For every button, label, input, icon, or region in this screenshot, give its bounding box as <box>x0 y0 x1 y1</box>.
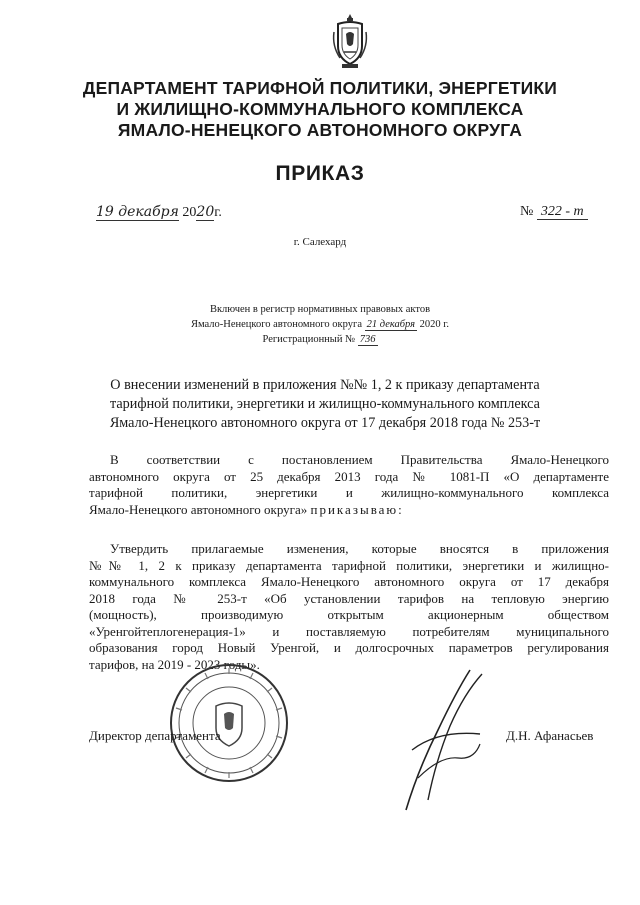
subject-line-2: тарифной политики, энергетики и жилищно-коммунального комплекса <box>110 396 540 412</box>
resolution-line-7: образования город Новый Уренгой, и долгосрочных параметров регулирования <box>89 640 609 655</box>
coat-of-arms-icon <box>330 12 370 70</box>
preamble-line-3: тарифной политики, энергетики и жилищно-коммунального комплекса <box>89 485 609 500</box>
year-suffix: г. <box>214 205 222 220</box>
registration-number-handwritten: 736 <box>359 334 376 345</box>
registration-number-label: Регистрационный № <box>262 334 356 345</box>
order-verb: приказываю: <box>310 501 404 517</box>
subject-line-1: О внесении изменений в приложения №№ 1, 2 к приказу департамента <box>110 377 540 393</box>
department-line-1: ДЕПАРТАМЕНТ ТАРИФНОЙ ПОЛИТИКИ, ЭНЕРГЕТИКИ <box>82 78 558 98</box>
resolution-line-4: 2018 года № 253-т «Об установлении тарифов на тепловую энергию <box>89 590 609 606</box>
resolution-line-5: (мощность), производимую открытым акционерным обществом <box>89 607 609 622</box>
resolution-line-1: Утвердить прилагаемые изменения, которые вносятся в приложения <box>110 541 609 556</box>
number-handwritten: 322 - т <box>537 204 588 220</box>
preamble-line-4-text: Ямало-Ненецкого автономного округа» <box>89 501 308 517</box>
registration-line-2-prefix: Ямало-Ненецкого автономного округа <box>190 319 362 330</box>
handwritten-signature <box>388 660 498 820</box>
preamble-line-1: В соответствии с постановлением Правительства Ямало-Ненецкого <box>110 452 609 467</box>
date-handwritten: 19 декабря <box>96 204 179 220</box>
registration-line-1: Включен в регистр нормативных правовых актов <box>209 304 431 315</box>
official-seal-stamp <box>168 662 290 784</box>
resolution-line-2: №№ 1, 2 к приказу департамента тарифной политики, энергетики и жилищно- <box>89 557 609 573</box>
department-line-2: И ЖИЛИЩНО-КОММУНАЛЬНОГО КОМПЛЕКСА <box>116 99 524 119</box>
city: г. Салехард <box>293 236 347 248</box>
resolution-line-3: коммунального комплекса Ямало-Ненецкого автономного округа от 17 декабря <box>89 574 609 589</box>
order-date <box>96 204 222 221</box>
registration-line-2-suffix: 2020 г. <box>419 319 450 330</box>
signatory-name: Д.Н. Афанасьев <box>506 728 594 743</box>
paragraph-resolution <box>89 541 609 673</box>
registration-line-3 <box>150 332 490 347</box>
document-type-title: ПРИКАЗ <box>275 162 365 185</box>
number-prefix: № <box>520 204 534 219</box>
resolution-line-8: тарифов, на 2019 - 2023 годы». <box>89 656 260 672</box>
signatory-role: Директор департамента <box>89 728 221 743</box>
year-prefix: 20 <box>182 205 197 220</box>
subject-line-3: Ямало-Ненецкого автономного округа от 17 декабря 2018 года № 253-т <box>109 415 541 431</box>
preamble-line-4 <box>89 502 609 519</box>
order-subject <box>60 376 590 433</box>
preamble-line-2: автономного округа от 25 декабря 2013 года № 1081-П «О департаменте <box>89 468 609 484</box>
registration-date-handwritten: 21 декабря <box>366 319 416 330</box>
registration-line-2 <box>150 317 490 332</box>
order-number <box>520 204 588 220</box>
year-handwritten: 20 <box>196 204 215 220</box>
department-name <box>40 78 600 141</box>
resolution-line-6: «Уренгойтеплогенерация-1» и поставляемую потребителям муниципального <box>89 623 609 639</box>
registration-note <box>150 302 490 347</box>
paragraph-preamble <box>89 452 609 518</box>
department-line-3: ЯМАЛО-НЕНЕЦКОГО АВТОНОМНОГО ОКРУГА <box>117 120 523 140</box>
